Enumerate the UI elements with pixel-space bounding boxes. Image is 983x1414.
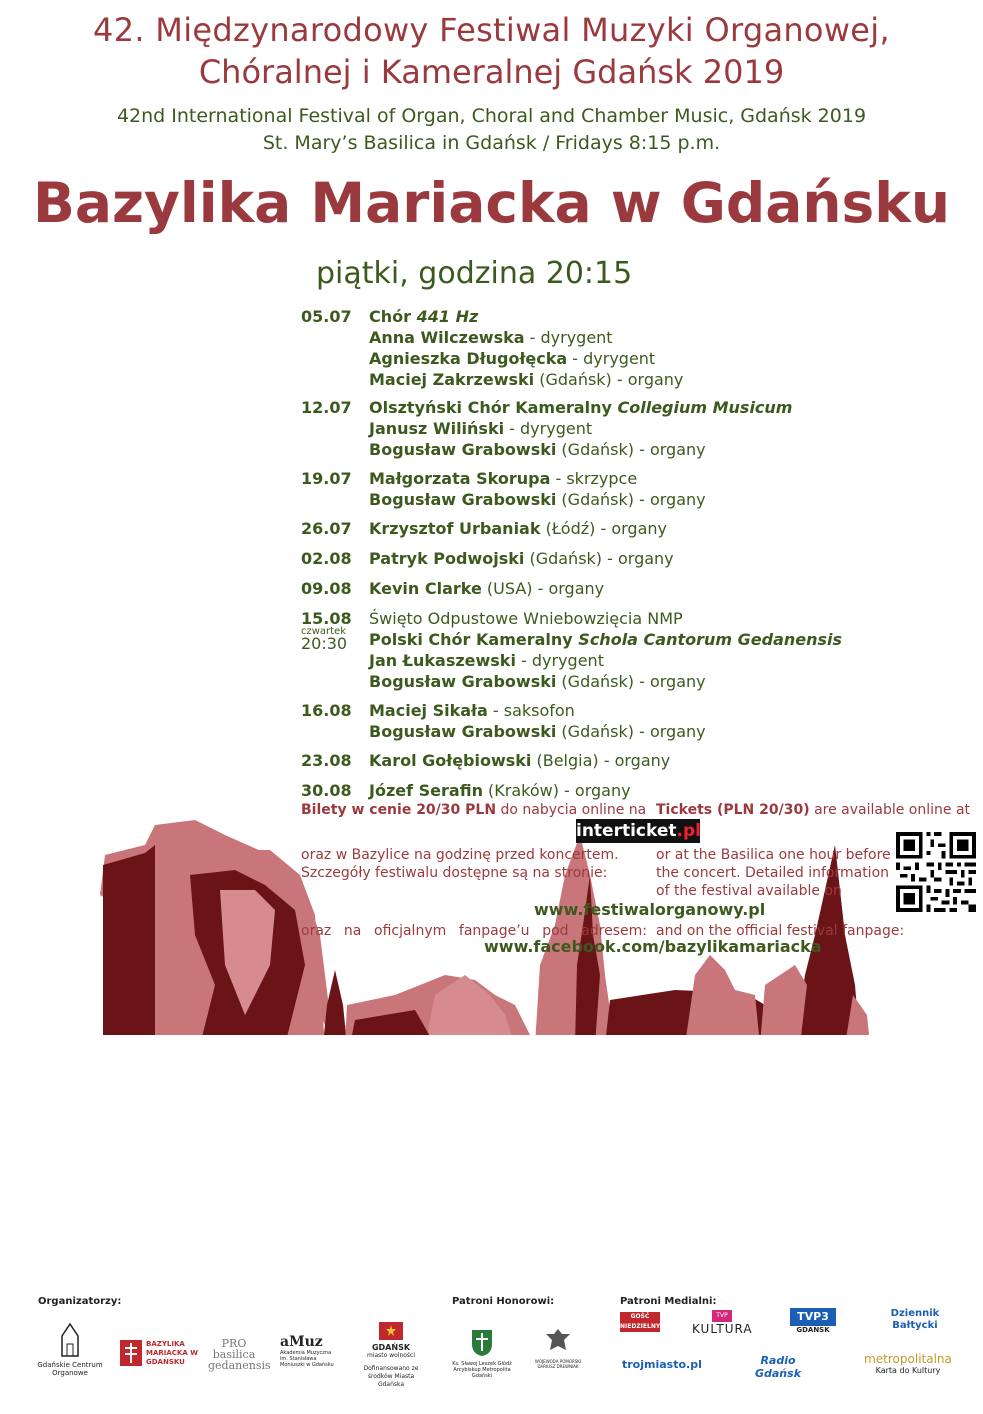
tvp3-sub: GDAŃSK (796, 1326, 830, 1334)
organizers-label: Organizatorzy: (38, 1296, 122, 1307)
event-performer-line (369, 672, 706, 691)
event-performer-line (369, 328, 613, 347)
performer-name: Polski Chór Kameralny (369, 630, 579, 649)
tvp-icon: TVP (712, 1310, 732, 1322)
event-performer-line (369, 490, 706, 509)
performer-role: (Gdańsk) - organy (524, 549, 674, 568)
event-performer-line (369, 440, 706, 459)
bishop-crest-icon (467, 1324, 497, 1358)
event-date: 05.07 (301, 307, 352, 326)
facebook-link[interactable]: www.facebook.com/bazylikamariacka (484, 937, 822, 956)
performer-name: Maciej Sikała (369, 701, 488, 720)
interticket-tld: .pl (676, 821, 701, 841)
performer-name: Józef Serafin (369, 781, 483, 800)
bishop-logo (446, 1324, 518, 1379)
performer-name: Bogusław Grabowski (369, 722, 557, 741)
tickets-pl-text: do nabycia online na (496, 802, 647, 818)
performer-role: (Łódź) - organy (540, 519, 667, 538)
performer-role: (Gdańsk) - organy (534, 370, 684, 389)
honorary-patrons-label: Patroni Honorowi: (452, 1296, 555, 1307)
event-performer-line (369, 398, 792, 417)
venue-heading: Bazylika Mariacka w Gdańsku (32, 171, 951, 235)
interticket-name: interticket (576, 821, 677, 841)
performer-role: Święto Odpustowe Wniebowzięcia NMP (369, 609, 683, 628)
event-performer-line (369, 349, 655, 368)
event-performer-line (369, 419, 592, 438)
gosc-logo: GOŚĆ NIEDZIELNY (620, 1313, 661, 1330)
event-performer-line (369, 549, 674, 568)
eagle-icon (544, 1326, 572, 1356)
performer-name: Małgorzata Skorupa (369, 469, 551, 488)
performer-role: - dyrygent (515, 651, 604, 670)
performer-name: Anna Wilczewska (369, 328, 525, 347)
performer-role: (Gdańsk) - organy (556, 672, 706, 691)
tvp3-logo (790, 1308, 836, 1334)
tickets-en-line4: of the festival available on (656, 883, 842, 899)
performer-role: - saksofon (487, 701, 575, 720)
performer-role: (Kraków) - organy (482, 781, 631, 800)
tvp-kultura-name: KULTURA (692, 1322, 753, 1336)
event-performer-line (369, 579, 604, 598)
tickets-pl-line1 (301, 801, 646, 819)
event-date: 30.08 (301, 781, 352, 800)
event-time-note: 20:30 (301, 634, 348, 653)
gco-logo (30, 1322, 110, 1377)
performer-role: (Gdańsk) - organy (556, 440, 706, 459)
radio-gdansk-logo: Radio Gdańsk (754, 1354, 802, 1380)
performer-name: Olsztyński Chór Kameralny (369, 398, 618, 417)
event-performer-line (369, 630, 842, 649)
event-performer-line (369, 469, 637, 488)
event-performer-line (369, 370, 683, 389)
tickets-en-line1 (656, 801, 974, 819)
tickets-pl-line3: Szczegóły festiwalu dostępne są na stronie: (301, 865, 608, 881)
performer-name: Agnieszka Długołęcka (369, 349, 568, 368)
bishop-name: Ks. Sławoj Leszek Głódź Arcybiskup Metropolita Gdański (452, 1361, 512, 1379)
performer-name: Karol Gołębiowski (369, 751, 532, 770)
performer-role: (Gdańsk) - organy (556, 722, 706, 741)
event-performer-line (369, 722, 706, 741)
bazylika-name: BAZYLIKA MARIACKA W GDAŃSKU (146, 1340, 198, 1366)
church-icon (58, 1322, 82, 1358)
event-date: 02.08 (301, 549, 352, 568)
page-title-line-2: Chóralnej i Kameralnej Gdańsk 2019 (198, 53, 785, 91)
performer-role: (Gdańsk) - organy (556, 490, 706, 509)
trojmiasto-logo: trojmiasto.pl (622, 1358, 702, 1371)
event-date: 09.08 (301, 579, 352, 598)
metropolitalna-logo (862, 1352, 954, 1375)
performer-name: Janusz Wiliński (369, 419, 505, 438)
event-weekday-note: czwartek (301, 626, 347, 637)
performer-name: Kevin Clarke (369, 579, 482, 598)
tickets-en-line3: the concert. Detailed information (656, 865, 890, 881)
tickets-en-price: Tickets (PLN 20/30) (656, 802, 810, 818)
english-venue-line: St. Mary’s Basilica in Gdańsk / Fridays 8:15 p.m. (262, 132, 721, 154)
dziennik-logo: Dziennik Bałtycki (890, 1308, 940, 1331)
performer-name: Patryk Podwojski (369, 549, 525, 568)
ensemble-name: 441 Hz (416, 307, 479, 326)
gdansk-sub: miasto wolności (366, 1352, 416, 1359)
performer-role: - dyrygent (504, 419, 593, 438)
event-date: 12.07 (301, 398, 352, 417)
tickets-pl-line4: oraz na oficjalnym fanpage’u pod adresem: (301, 923, 647, 939)
ensemble-name: Schola Cantorum Gedanensis (578, 630, 843, 649)
event-performer-line (369, 519, 667, 538)
interticket-logo[interactable] (576, 819, 700, 843)
performer-name: Maciej Zakrzewski (369, 370, 535, 389)
qr-code[interactable] (896, 832, 976, 912)
gdansk-funding-note: Dofinansowano ze środków Miasta Gdańska (363, 1365, 419, 1388)
bazylika-logo (120, 1340, 202, 1367)
performer-name: Bogusław Grabowski (369, 672, 557, 691)
event-performer-line (369, 701, 575, 720)
amuz-sub: Akademia Muzyczna im. Stanisława Moniuszki w Gdańsku (280, 1350, 334, 1368)
fridays-time: piątki, godzina 20:15 (316, 256, 633, 291)
metropolitalna-name: metropolitalna (864, 1352, 952, 1366)
tickets-pl-line2: oraz w Bazylice na godzinę przed koncertem. (301, 847, 619, 863)
event-performer-line (369, 651, 604, 670)
ensemble-name: Collegium Musicum (617, 398, 793, 417)
amuz-logo (280, 1334, 340, 1368)
gco-name: Gdańskie Centrum Organowe (37, 1361, 103, 1377)
tickets-en-text: are available online at (809, 802, 971, 818)
performer-name: Krzysztof Urbaniak (369, 519, 541, 538)
tickets-pl-price: Bilety w cenie 20/30 PLN (301, 802, 497, 818)
karta-name: Karta do Kultury (875, 1366, 941, 1375)
tickets-en-line2: or at the Basilica one hour before (656, 847, 891, 863)
event-date: 23.08 (301, 751, 352, 770)
gdansk-logo (356, 1322, 426, 1389)
event-date: 26.07 (301, 519, 352, 538)
event-performer-line (369, 781, 631, 800)
media-patrons-label: Patroni Medialni: (620, 1296, 717, 1307)
performer-name: Bogusław Grabowski (369, 440, 557, 459)
performer-role: - dyrygent (567, 349, 656, 368)
performer-name: Jan Łukaszewski (369, 651, 516, 670)
event-date: 19.07 (301, 469, 352, 488)
event-date: 16.08 (301, 701, 352, 720)
event-date: 15.08 (301, 609, 352, 628)
tvp-kultura-logo (692, 1310, 752, 1336)
event-performer-line (369, 609, 683, 628)
performer-name: Bogusław Grabowski (369, 490, 557, 509)
page-title-line-1: 42. Międzynarodowy Festiwal Muzyki Organowej, (93, 11, 890, 49)
festival-website-link[interactable]: www.festiwalorganowy.pl (534, 900, 766, 919)
cross-icon (120, 1340, 142, 1366)
event-performer-line (369, 307, 478, 326)
performer-role: (USA) - organy (481, 579, 605, 598)
tickets-en-line5: and on the official festival fanpage: (656, 923, 905, 939)
pro-basilica-logo: PRO basilica gedanensis (208, 1337, 271, 1372)
english-subtitle: 42nd International Festival of Organ, Choral and Chamber Music, Gdańsk 2019 (116, 105, 867, 127)
wojewoda-logo (528, 1326, 588, 1369)
performer-role: (Belgia) - organy (531, 751, 671, 770)
tvp3-name: TVP3 (790, 1308, 836, 1326)
performer-name: Chór (369, 307, 417, 326)
performer-role: - skrzypce (550, 469, 638, 488)
performer-role: - dyrygent (524, 328, 613, 347)
gdansk-coat-icon (379, 1322, 403, 1340)
wojewoda-name: WOJEWODA POMORSKI DARIUSZ DREWNIAK (534, 1359, 582, 1369)
amuz-name: aMuz (280, 1334, 323, 1350)
event-performer-line (369, 751, 670, 770)
gdansk-name: GDAŃSK (371, 1343, 411, 1352)
